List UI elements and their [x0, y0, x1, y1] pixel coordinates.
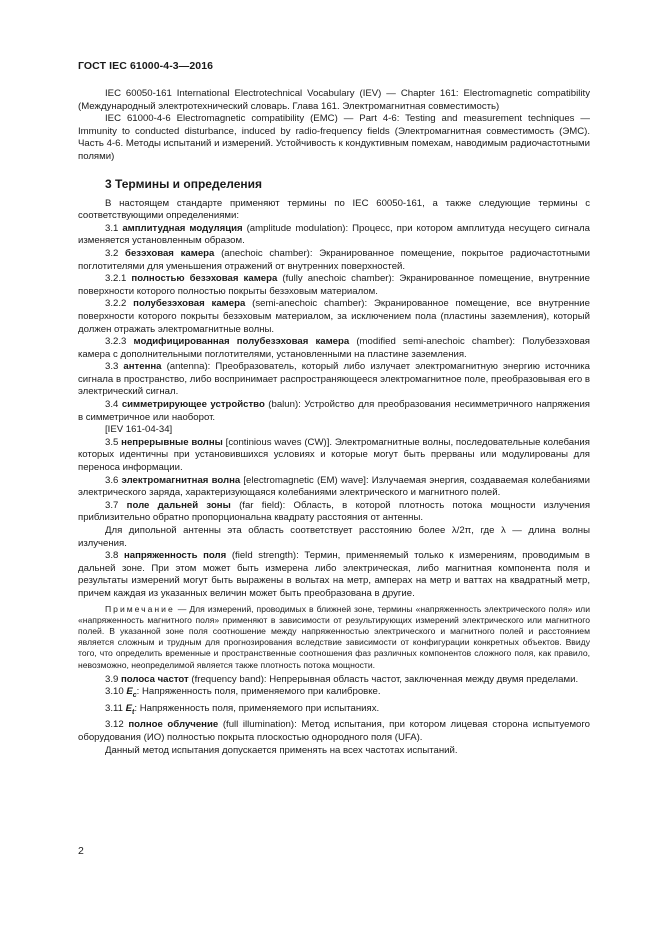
term-definition: 3.9 полоса частот (frequency band): Непрерывная область частот, заключенная между двумя пределами. — [105, 673, 579, 685]
page-content — [78, 88, 590, 757]
term-definition: 3.2.3 модифицированная полубезэховая камера (modified semi-anechoic chamber): Полубезэховая камера с дополнительными поглотителями, установленными на пластине заземления. — [78, 336, 590, 360]
section-intro: В настоящем стандарте применяют термины по IEC 60050-161, а также следующие термины с соответствующими определениями: — [78, 197, 590, 222]
term-definition: 3.12 полное облучение (full illumination): Метод испытания, при котором лицевая сторона испытуемого оборудования (ИО) полностью покрыта плоскостью однородного поля (UFA). — [78, 719, 591, 743]
dipole-paragraph: Для дипольной антенны эта область соответствует расстоянию более λ/2π, где λ — длина волны излучения. — [78, 525, 590, 549]
term-definition: 3.2 безэховая камера (anechoic chamber): Экранированное помещение, покрытое радиочастотными поглотителями для уменьшения отражений от внутренних поверхностей. — [78, 247, 590, 272]
term-definition: 3.3 антенна (antenna): Преобразователь, который либо излучает электромагнитную энергию источника сигнала в пространство, либо воспринимает распространяющееся электромагнитное поле, преобразовывая его в электрический сигнал. — [78, 361, 590, 398]
term-definition: 3.5 непрерывные волны [continious waves (CW)]. Электромагнитные волны, последовательные колебания которых идентичны при установившихся условиях и которые могут быть прерваны или модулированы для переноса информации. — [78, 436, 590, 474]
term-definition: 3.10 $E_c$: Напряженность поля, применяемого при калибровке. — [105, 686, 381, 700]
note: Примечание — Для измерений, проводимых в ближней зоне, термины «напряженность электрического поля» или «напряженность магнитного поля» применяют в зависимости от результирующих измерений электрического или магнитного полей. В указанной зоне поля соотношение между напряженностью электрического и магнитного полей и расстоянием является сложным и трудным для прогнозирования вследствие зависимости от конфигурации конкретных объектов. Ввиду того, что определить временные и пространственные соотношения фаз различных компонентов сложного поля, как правило, невозможно, неопределимой является также плотность потока мощности. — [78, 603, 590, 670]
term-definition: 3.11 $E_t$: Напряженность поля, применяемого при испытаниях. — [105, 702, 380, 716]
term-definition: 3.7 поле дальней зоны (far field): Область, в которой плотность потока мощности излучения приблизительно обратно пропорциональна квадрату расстояния от антенны. — [78, 499, 591, 524]
term-definition: 3.6 электромагнитная волна [electromagnetic (EM) wave]: Излучаемая энергия, создаваемая колебаниями электрического заряда, характеризующаяся колебаниями электрического и магнитного полей. — [78, 474, 590, 499]
section-title: 3 Термины и определения — [105, 176, 263, 191]
term-definition: 3.8 напряженность поля (field strength): Термин, применяемый только к измерениям, проводимым в дальней зоне. При этом может быть измерена либо электрическая, либо магнитная компонента поля и результаты измерений могут быть выражены в вольтах на метр, амперах на метр и ваттах на квадратный метр, причем каждая из указанных величин может быть преобразована в другие. — [78, 550, 590, 599]
term-definition: 3.4 симметрирующее устройство (balun): Устройство для преобразования несимметричного напряжения в симметричное или наоборот. — [78, 399, 590, 423]
reference-item: IEC 61000-4-6 Electromagnetic compatibility (EMC) — Part 4-6: Testing and measurement techniques — Immunity to conducted disturbance, induced by radio-frequency fields (Электромагнитная совместимость (ЭМС). Часть 4-6. Методы испытаний и измерений. Устойчивость к кондуктивным помехам, наводимым радиочастотными полями) — [78, 113, 590, 162]
reference-item: IEC 60050-161 International Electrotechnical Vocabulary (IEV) — Chapter 161: Electromagnetic compatibility (Международный электротехнический словарь. Глава 161. Электромагнитная совместимость) — [78, 88, 590, 112]
iev-reference: [IEV 161-04-34] — [105, 424, 173, 436]
term-definition: 3.2.2 полубезэховая камера (semi-anechoic chamber): Экранированное помещение, все внутренние поверхности которого покрыты безэховым материалом, за исключением пола (пластины заземления), который должен отражать электромагнитные волны. — [78, 298, 590, 335]
term-definition: 3.1 амплитудная модуляция (amplitude modulation): Процесс, при котором амплитуда несущего сигнала изменяется установленным образом. — [78, 222, 590, 247]
final-paragraph: Данный метод испытания допускается применять на всех частотах испытаний. — [105, 744, 458, 756]
document-header: ГОСТ IEC 61000-4-3—2016 — [78, 60, 214, 72]
page-number: 2 — [78, 845, 84, 857]
normative-references — [78, 88, 590, 164]
note-label: Примечание — [105, 603, 175, 614]
term-definition: 3.2.1 полностью безэховая камера (fully anechoic chamber): Экранированное помещение, внутренние поверхности которого полностью покрыты безэховым материалом. — [78, 273, 591, 297]
